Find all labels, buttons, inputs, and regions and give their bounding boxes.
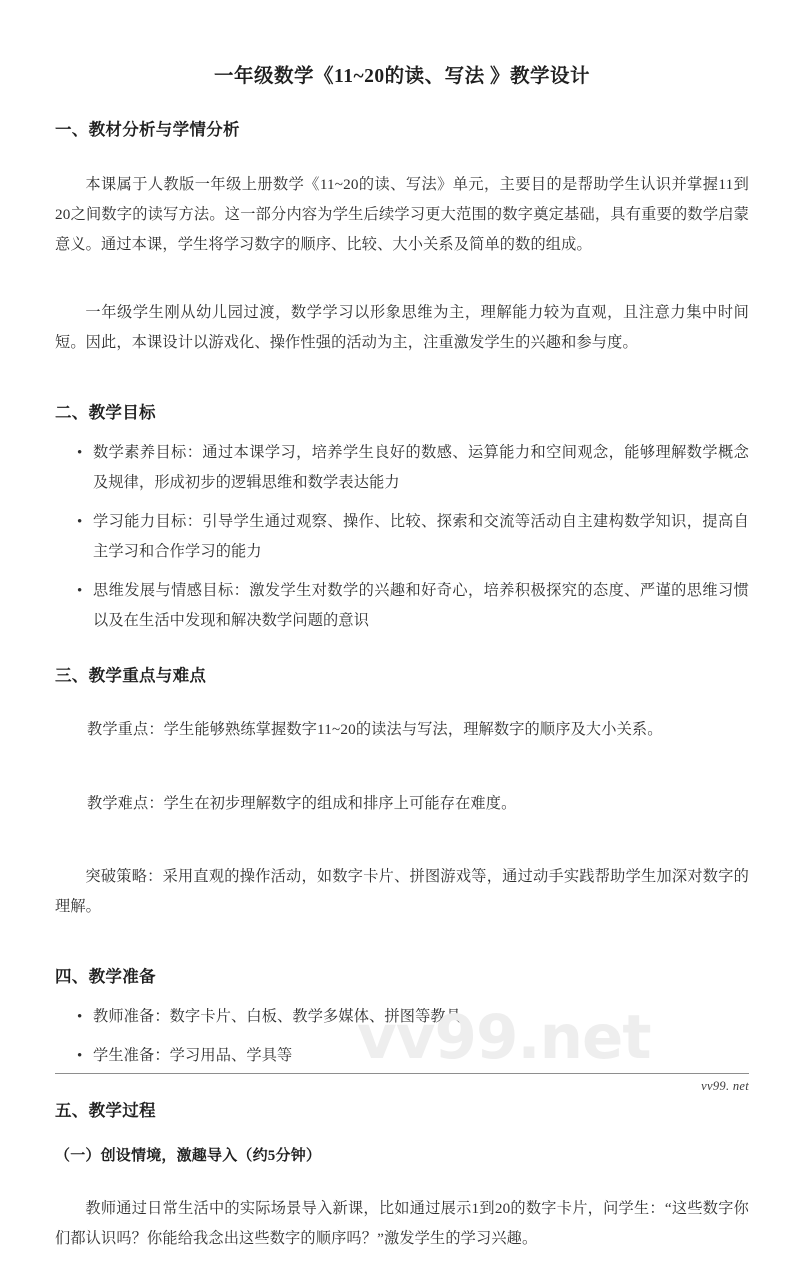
section-heading-1: 一、教材分析与学情分析 (55, 120, 240, 140)
spacer (55, 427, 749, 438)
spacer (55, 1168, 749, 1179)
section-heading-4: 四、教学准备 (55, 967, 156, 987)
list-item: • 教师准备：数字卡片、白板、教学多媒体、拼图等教具 (73, 1002, 749, 1032)
section-heading-5: 五、教学过程 (55, 1100, 156, 1120)
page-footer (55, 1073, 749, 1094)
spacer (55, 991, 749, 1002)
spacer (55, 937, 749, 964)
spacer (55, 761, 749, 774)
section-1-paragraph-2: 一年级学生刚从幼儿园过渡，数学学习以形象思维为主，理解能力较为直观，且注意力集中时间短。因此，本课设计以游戏化、操作性强的活动为主，注重激发学生的兴趣和参与度。 (55, 304, 749, 352)
spacer (55, 636, 749, 663)
watermark: vv99.net (357, 1002, 651, 1073)
section-heading-2: 二、教学目标 (55, 403, 156, 423)
list-item: • 数学素养目标：通过本课学习，培养学生良好的数感、运算能力和空间观念，能够理解数学概念及规律，形成初步的逻辑思维和数学表达能力 (73, 438, 749, 498)
section-3-strategy: 突破策略：采用直观的操作活动，如数字卡片、拼图游戏等，通过动手实践帮助学生加深对数字的理解。 (55, 868, 749, 916)
section-3-difficulty: 教学难点：学生在初步理解数字的组成和排序上可能存在难度。 (87, 794, 517, 812)
teaching-objectives-list (55, 438, 749, 636)
page-title: 一年级数学《11~20的读、写法 》教学设计 (214, 66, 590, 87)
section-1-paragraph-1: 本课属于人教版一年级上册数学《11~20的读、写法》单元，主要目的是帮助学生认识并掌握11到20之间数字的读写方法。这一部分内容为学生后续学习更大范围的数字奠定基础，具有重要的数学启蒙意义。通过本课，学生将学习数字的顺序、比较、大小关系及简单的数的组成。 (55, 175, 749, 253)
spacer (55, 1124, 749, 1144)
list-item: • 学习能力目标：引导学生通过观察、操作、比较、探索和交流等活动自主建构数学知识，提高自主学习和合作学习的能力 (73, 507, 749, 567)
spacer (55, 689, 749, 700)
section-heading-3: 三、教学重点与难点 (55, 665, 207, 685)
section-3-key-point: 教学重点：学生能够熟练掌握数字11~20的读法与写法，理解数字的顺序及大小关系。 (87, 721, 663, 739)
spacer (55, 91, 749, 117)
spacer (55, 144, 749, 155)
teaching-preparation-list (55, 1002, 749, 1071)
list-item: • 思维发展与情感目标：激发学生对数学的兴趣和好奇心，培养积极探究的态度、严谨的思维习惯以及在生活中发现和解决数学问题的意识 (73, 576, 749, 636)
subsection-heading-5-1: （一）创设情境，激趣导入（约5分钟） (55, 1148, 322, 1165)
subsection-5-1-paragraph: 教师通过日常生活中的实际场景导入新课，比如通过展示1到20的数字卡片，问学生：“这些数字你们都认识吗？你能给我念出这些数字的顺序吗？”激发学生的学习兴趣。 (55, 1200, 749, 1248)
spacer (55, 834, 749, 847)
footer-label: vv99. net (701, 1079, 749, 1093)
spacer (55, 275, 749, 283)
spacer (55, 373, 749, 400)
list-item: • 学生准备：学习用品、学具等 (73, 1041, 749, 1071)
